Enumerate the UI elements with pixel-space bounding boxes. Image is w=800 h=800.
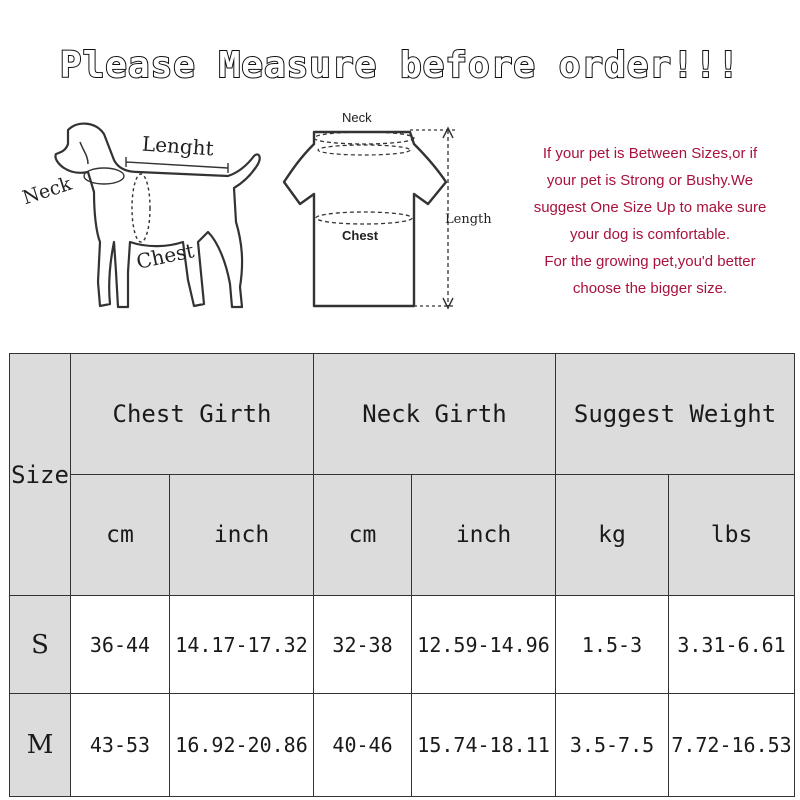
banner-title: Please Measure before order!!! <box>59 44 741 86</box>
shirt-measure-diagram <box>278 108 500 320</box>
value-cell: 40-46 <box>314 694 412 797</box>
suggest-weight-header: Suggest Weight <box>556 354 795 475</box>
unit-header: kg <box>556 475 669 596</box>
dog-chest-label: Chest <box>134 238 197 274</box>
shirt-length-label: Length <box>445 212 492 227</box>
dog-measure-diagram <box>18 112 283 327</box>
notice-line: choose the bigger size. <box>572 280 728 297</box>
neck-girth-header: Neck Girth <box>314 354 556 475</box>
size-header: Size <box>10 354 71 596</box>
value-cell: 3.31-6.61 <box>669 596 795 694</box>
sizing-notice <box>505 140 795 302</box>
value-cell: 3.5-7.5 <box>556 694 669 797</box>
dog-length-label: Lenght <box>141 131 215 161</box>
value-cell: 1.5-3 <box>556 596 669 694</box>
notice-line: your dog is comfortable. <box>569 226 731 243</box>
table-row <box>10 596 795 694</box>
value-cell: 43-53 <box>71 694 170 797</box>
unit-header: cm <box>314 475 412 596</box>
value-cell: 15.74-18.11 <box>412 694 556 797</box>
value-cell: 14.17-17.32 <box>170 596 314 694</box>
value-cell: 12.59-14.96 <box>412 596 556 694</box>
size-cell: S <box>10 596 71 694</box>
chest-girth-header: Chest Girth <box>71 354 314 475</box>
size-cell: M <box>10 694 71 797</box>
table-row <box>10 694 795 797</box>
value-cell: 16.92-20.86 <box>170 694 314 797</box>
banner <box>0 30 800 100</box>
value-cell: 36-44 <box>71 596 170 694</box>
dog-neck-label: Neck <box>19 172 75 210</box>
notice-line: your pet is Strong or Bushy.We <box>546 172 754 189</box>
shirt-neck-label: Neck <box>342 110 372 125</box>
table-header-row <box>10 354 795 475</box>
shirt-chest-label: Chest <box>342 228 379 243</box>
unit-header: inch <box>412 475 556 596</box>
unit-header: inch <box>170 475 314 596</box>
notice-line: If your pet is Between Sizes,or if <box>542 145 758 162</box>
unit-header: lbs <box>669 475 795 596</box>
notice-line: For the growing pet,you'd better <box>544 253 756 270</box>
table-unit-row <box>10 475 795 596</box>
value-cell: 7.72-16.53 <box>669 694 795 797</box>
notice-line: suggest One Size Up to make sure <box>533 199 767 216</box>
unit-header: cm <box>71 475 170 596</box>
size-chart-table <box>9 353 795 797</box>
value-cell: 32-38 <box>314 596 412 694</box>
